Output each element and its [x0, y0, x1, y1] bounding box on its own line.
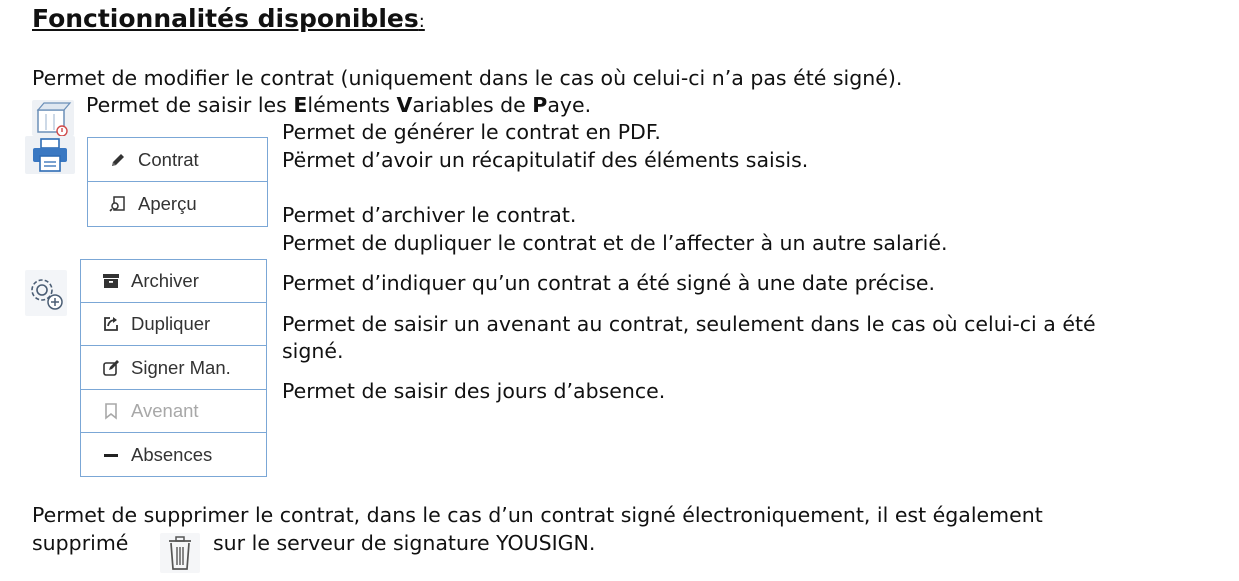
menu-item-avenant[interactable] — [81, 390, 266, 433]
menu-item-signer[interactable] — [81, 346, 266, 390]
text-supprimer-1: Permet de supprimer le contrat, dans le cas d’un contrat signé électroniquement, il est également — [32, 503, 1043, 527]
menu-item-label: Absences — [131, 443, 213, 465]
actions-menu — [80, 259, 267, 477]
evp-lements: léments — [307, 93, 397, 117]
duplicate-icon — [101, 314, 121, 334]
evp-e: E — [293, 93, 308, 117]
page-title — [32, 4, 425, 33]
text-absences: Permet de saisir des jours d’absence. — [282, 379, 666, 403]
menu-item-archiver[interactable] — [81, 260, 266, 303]
menu-item-dupliquer[interactable] — [81, 303, 266, 346]
minus-icon — [101, 445, 121, 465]
text-generer-pdf: Permet de générer le contrat en PDF. — [282, 120, 661, 144]
title-colon: : — [418, 11, 425, 32]
contract-menu — [87, 137, 268, 227]
menu-item-label: Dupliquer — [131, 313, 211, 334]
menu-item-label: Aperçu — [138, 193, 197, 214]
text-signer: Permet d’indiquer qu’un contrat a été signé à une date précise. — [282, 271, 936, 295]
sign-edit-icon — [101, 358, 121, 378]
bookmark-icon — [101, 401, 121, 421]
printer-icon[interactable] — [25, 136, 75, 174]
trash-icon[interactable] — [160, 533, 200, 573]
text-modifier: Permet de modifier le contrat (uniquement dans le cas où celui-ci n’a pas été signé). — [32, 66, 903, 90]
menu-item-label: Contrat — [138, 148, 199, 170]
evp-ariables: ariables de — [412, 93, 533, 117]
evp-calendar-icon[interactable] — [32, 100, 74, 136]
text-recap: Përmet d’avoir un récapitulatif des éléments saisis. — [282, 148, 809, 172]
menu-item-label: Archiver — [131, 270, 199, 291]
archive-icon — [101, 271, 121, 291]
text-saisir-evp — [86, 91, 591, 119]
text-supprimer-2a: supprimé — [32, 531, 129, 555]
title-text: Fonctionnalités disponibles — [32, 4, 419, 33]
menu-item-contrat[interactable] — [88, 138, 267, 182]
evp-aye: aye. — [547, 93, 592, 117]
preview-icon — [108, 194, 128, 214]
evp-v: V — [396, 93, 413, 117]
settings-add-icon[interactable] — [25, 270, 67, 316]
text-avenant-2: signé. — [282, 339, 344, 363]
text-avenant-1: Permet de saisir un avenant au contrat, seulement dans le cas où celui-ci a été — [282, 312, 1096, 336]
evp-prefix: Permet de saisir les — [86, 93, 294, 117]
text-dupliquer: Permet de dupliquer le contrat et de l’affecter à un autre salarié. — [282, 231, 948, 255]
menu-item-apercu[interactable] — [88, 182, 267, 226]
evp-p: P — [532, 93, 548, 117]
pencil-icon — [108, 150, 128, 170]
menu-item-absences[interactable] — [81, 433, 266, 476]
menu-item-label: Avenant — [131, 400, 199, 421]
text-supprimer-2b: sur le serveur de signature YOUSIGN. — [213, 531, 596, 555]
menu-item-label: Signer Man. — [131, 356, 231, 378]
text-archiver: Permet d’archiver le contrat. — [282, 203, 577, 227]
